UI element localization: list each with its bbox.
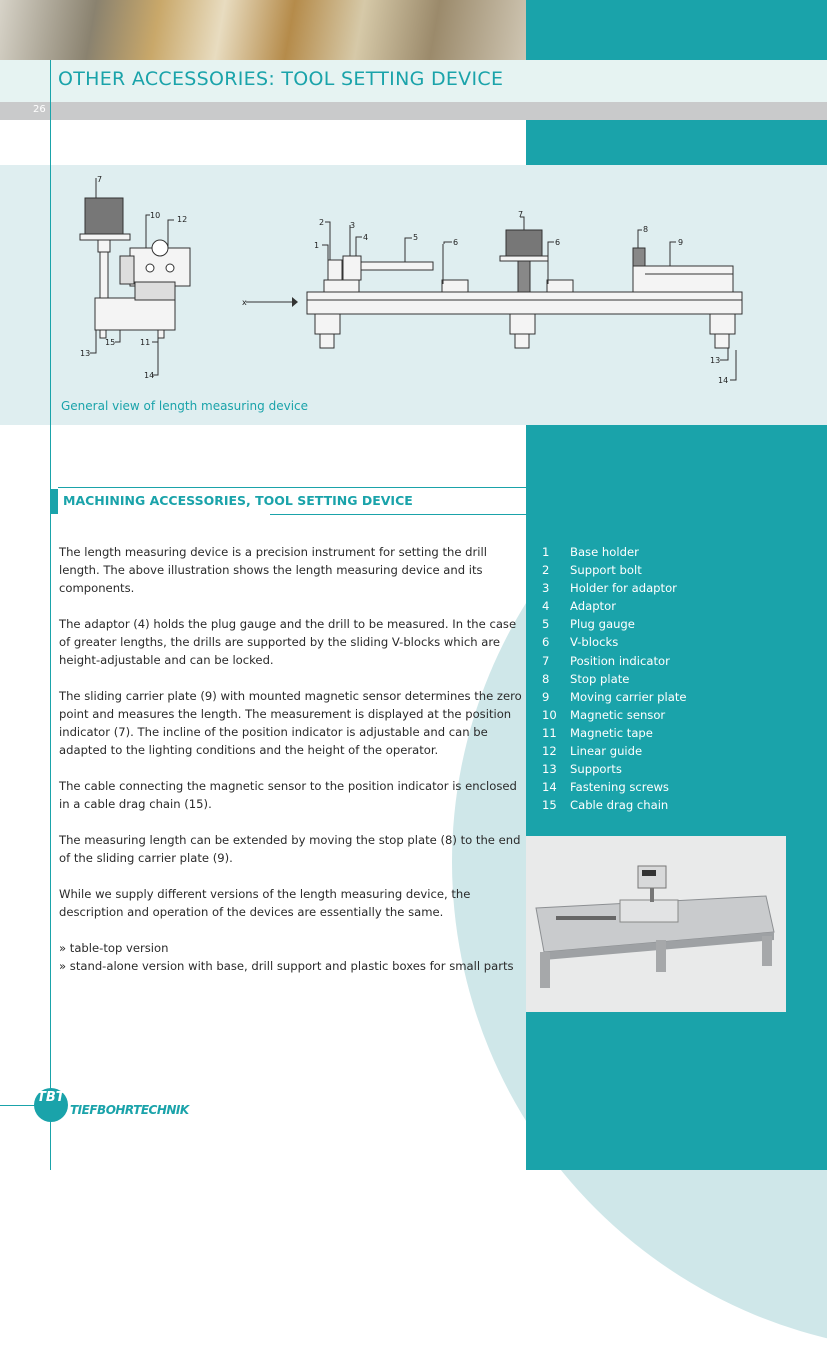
front-label-5: 5 [413,233,419,242]
section-rule-top [58,487,788,488]
legend-item: 5 Plug gauge [542,617,635,632]
legend-item: 9 Moving carrier plate [542,689,687,704]
side-label-13: 13 [80,349,91,358]
paragraph: The measuring length can be extended by moving the stop plate (8) to the end of the sliding carrier plate (9). [59,833,521,865]
paragraph: The length measuring device is a precision instrument for setting the drill length. The above illustration shows the length measuring device and its components. [59,545,487,595]
legend-item: 10 Magnetic sensor [542,707,666,722]
legend-item: 15 Cable drag chain [542,798,669,813]
section-marker [50,489,58,514]
legend-item: 3 Holder for adaptor [542,581,677,596]
page-number-bar [0,102,827,120]
paragraph: The sliding carrier plate (9) with mounted magnetic sensor determines the zero point and measures the length. The measurement is displayed at the position indicator (7). The incline of the position indicator is adjustable and can be adapted to the lighting conditions and the height of the operator. [59,689,522,757]
front-label-4: 4 [363,233,369,242]
header-teal-block [526,0,827,60]
front-label-6a: 6 [453,238,459,247]
front-label-13: 13 [710,356,721,365]
product-display-icon [638,866,666,888]
version-list [59,939,525,975]
page-title: OTHER ACCESSORIES: TOOL SETTING DEVICE [58,68,504,90]
legend-item: 7 Position indicator [542,653,670,668]
body-text [59,543,525,975]
front-label-14: 14 [718,376,729,385]
side-label-11: 11 [140,338,151,347]
legend-item: 8 Stop plate [542,671,630,686]
section-rule-bottom [270,514,526,515]
paragraph: The adaptor (4) holds the plug gauge and the drill to be measured. In the case of greater lengths, the drills are supported by the sliding V-blocks which are height-adjustable and can be locked. [59,617,517,667]
header-photo [0,0,526,60]
side-label-15: 15 [105,338,116,347]
product-photo [526,836,786,1012]
figure-caption: General view of length measuring device [61,399,309,413]
front-label-2: 2 [319,218,325,227]
margin-rule [50,60,51,1170]
legend-item: 11 Magnetic tape [542,725,653,740]
logo-rule [0,1105,36,1106]
side-label-14: 14 [144,371,155,380]
legend-item: 13 Supports [542,762,622,777]
version-item: » stand-alone version with base, drill support and plastic boxes for small parts [59,959,514,973]
length-measuring-device-drawing [60,170,760,395]
logo-mark: TBT [37,1090,65,1105]
axis-label-x: x [242,298,247,307]
version-item: » table-top version [59,941,169,955]
side-label-10: 10 [150,211,161,220]
front-label-7: 7 [518,210,524,219]
side-label-12: 12 [177,215,188,224]
side-position-indicator [85,198,123,234]
logo-wordmark: TIEFBOHRTECHNIK [70,1103,189,1117]
teal-block-upper [526,120,827,165]
side-label-7: 7 [97,175,103,184]
paragraph: While we supply different versions of the length measuring device, the description and operation of the devices are essentially the same. [59,887,471,919]
legend-item: 14 Fastening screws [542,780,669,795]
front-label-3: 3 [350,221,356,230]
component-legend [542,543,782,814]
front-label-1: 1 [314,241,320,250]
legend-item: 6 V-blocks [542,635,619,650]
legend-item: 2 Support bolt [542,563,642,578]
front-label-6b: 6 [555,238,561,247]
front-label-9: 9 [678,238,684,247]
page-number: 26 [33,104,46,115]
section-title: MACHINING ACCESSORIES, TOOL SETTING DEVICE [63,493,413,508]
legend-item: 12 Linear guide [542,744,643,759]
paragraph: The cable connecting the magnetic sensor to the position indicator is enclosed in a cable drag chain (15). [59,779,517,811]
front-label-8: 8 [643,225,649,234]
legend-item: 4 Adaptor [542,599,616,614]
legend-item: 1 Base holder [542,545,639,559]
